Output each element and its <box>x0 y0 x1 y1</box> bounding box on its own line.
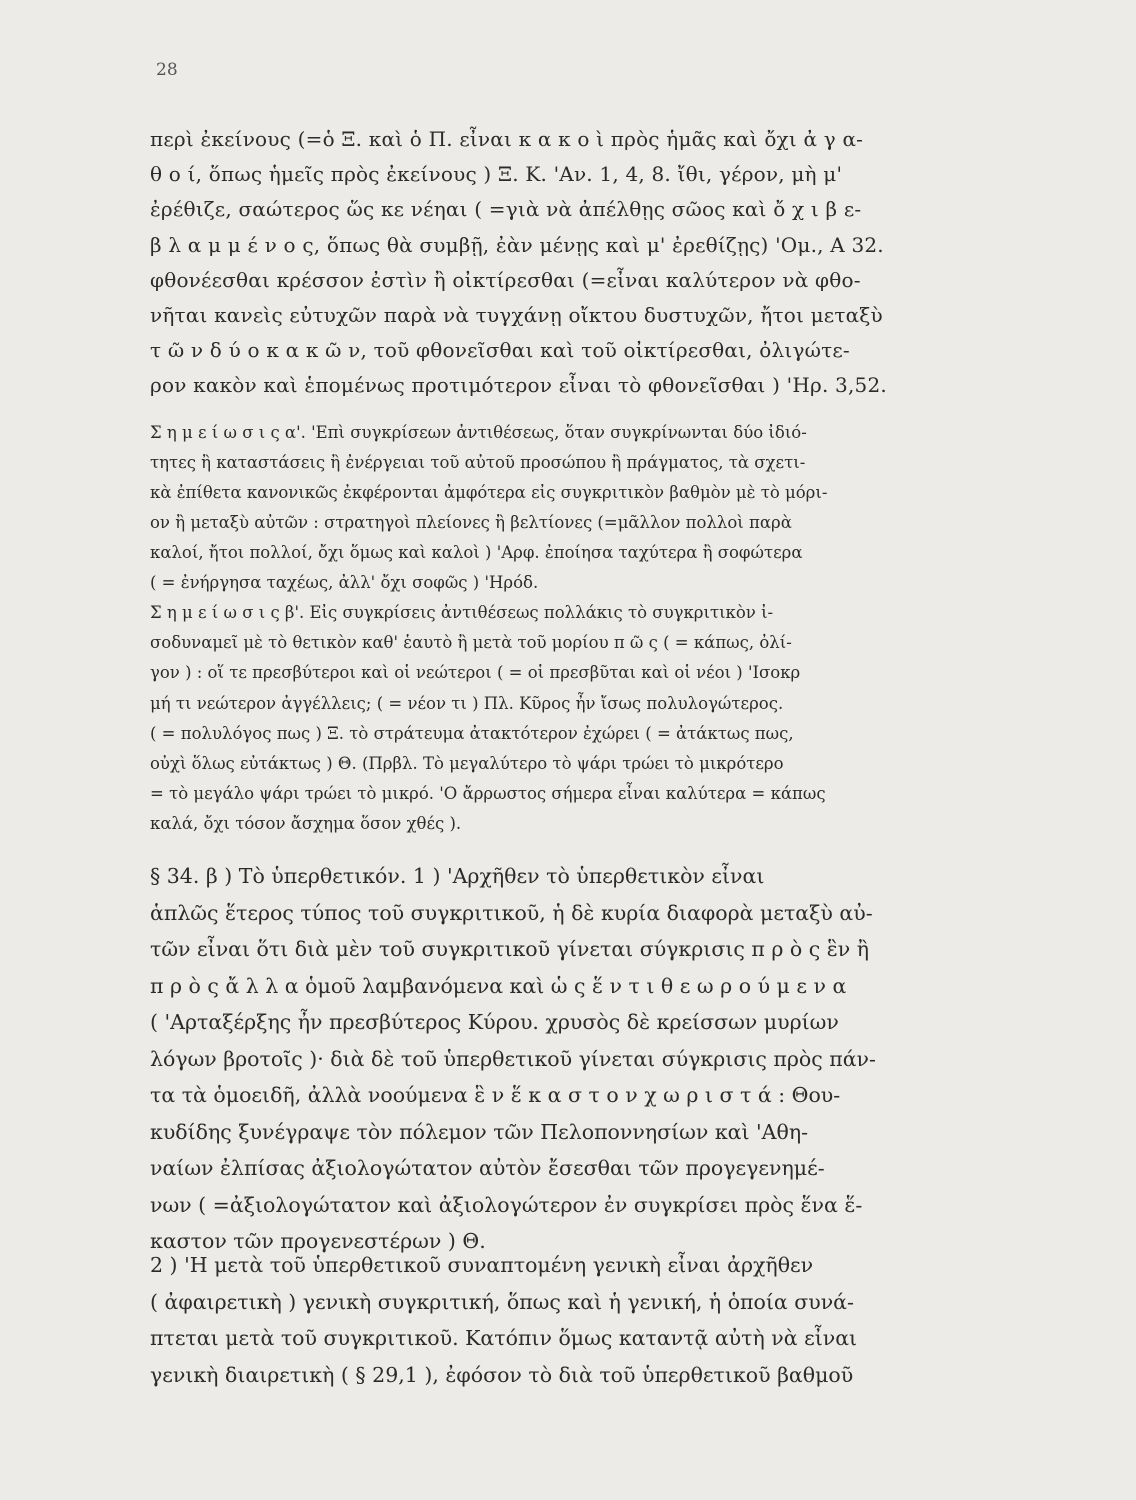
text-line: = τὸ μεγάλο ψάρι τρώει τὸ μικρό. 'Ο ἄρρωστος σήμερα εἶναι καλύτερα = κάπως <box>150 784 826 804</box>
text-line: τῶν εἶναι ὅτι διὰ μὲν τοῦ συγκριτικοῦ γίνεται σύγκρισις π ρ ὸ ς ἓν ἢ <box>150 937 870 961</box>
section-34-paragraph <box>150 858 1000 1260</box>
note-alpha-paragraph <box>150 418 1000 598</box>
text-line: νῆται κανεὶς εὐτυχῶν παρὰ νὰ τυγχάνῃ οἴκτου δυστυχῶν, ἤτοι μεταξὺ <box>150 303 883 328</box>
text-line: ( = ἐνήργησα ταχέως, ἀλλ' ὄχι σοφῶς ) 'Ηρόδ. <box>150 573 539 592</box>
section-34-2-paragraph <box>150 1247 1000 1393</box>
main-paragraph <box>150 122 1000 404</box>
text-line: κὰ ἐπίθετα κανονικῶς ἐκφέρονται ἀμφότερα εἰς συγκριτικὸν βαθμὸν μὲ τὸ μόρι- <box>150 483 828 502</box>
text-line: Σ η μ ε ί ω σ ι ς α'. 'Επὶ συγκρίσεων ἀντιθέσεως, ὅταν συγκρίνωνται δύο ἰδιό- <box>150 423 807 442</box>
text-line: πτεται μετὰ τοῦ συγκριτικοῦ. Κατόπιν ὅμως καταντᾷ αὐτὴ νὰ εἶναι <box>150 1326 858 1350</box>
text-line: τα τὰ ὁμοειδῆ, ἀλλὰ νοούμενα ἓ ν ἕ κ α σ τ ο ν χ ω ρ ι σ τ ά : Θου- <box>150 1083 841 1107</box>
section-heading-line: § 34. β ) Τὸ ὑπερθετικόν. 1 ) 'Αρχῆθεν τὸ ὑπερθετικὸν εἶναι <box>150 864 765 888</box>
text-line: ρον κακὸν καὶ ἑπομένως προτιμότερον εἶναι τὸ φθονεῖσθαι ) 'Ηρ. 3,52. <box>150 373 887 398</box>
text-line: θ ο ί, ὅπως ἡμεῖς πρὸς ἐκείνους ) Ξ. Κ. 'Αν. 1, 4, 8. ἴθι, γέρον, μὴ μ' <box>150 162 843 187</box>
text-line: ( = πολυλόγος πως ) Ξ. τὸ στράτευμα ἀτακτότερον ἐχώρει ( = ἀτάκτως πως, <box>150 723 794 743</box>
text-line: ( ἀφαιρετικὴ ) γενικὴ συγκριτική, ὅπως καὶ ἡ γενική, ἡ ὁποία συνά- <box>150 1289 854 1314</box>
text-line: τ ῶ ν δ ύ ο κ α κ ῶ ν, τοῦ φθονεῖσθαι καὶ τοῦ οἰκτίρεσθαι, ὀλιγώτε- <box>150 338 850 363</box>
text-line: ἐρέθιζε, σαώτερος ὥς κε νέηαι ( =γιὰ νὰ ἀπέλθῃς σῶος καὶ ὄ χ ι β ε- <box>150 197 862 222</box>
text-line: π ρ ὸ ς ἄ λ λ α ὁμοῦ λαμβανόμενα καὶ ὡ ς ἕ ν τ ι θ ε ω ρ ο ύ μ ε ν α <box>150 973 847 998</box>
text-line: σοδυναμεῖ μὲ τὸ θετικὸν καθ' ἑαυτὸ ἢ μετὰ τοῦ μορίου π ῶ ς ( = κάπως, ὀλί- <box>150 633 792 653</box>
page-number: 28 <box>156 60 178 80</box>
text-line: φθονέεσθαι κρέσσον ἐστὶν ἢ οἰκτίρεσθαι (=εἶναι καλύτερον νὰ φθο- <box>150 267 861 292</box>
text-line: γον ) : οἵ τε πρεσβύτεροι καὶ οἱ νεώτεροι ( = οἱ πρεσβῦται καὶ οἱ νέοι ) 'Ισοκρ <box>150 663 801 683</box>
text-line: ἁπλῶς ἕτερος τύπος τοῦ συγκριτικοῦ, ἡ δὲ κυρία διαφορὰ μεταξὺ αὐ- <box>150 900 873 925</box>
text-line: καστον τῶν προγενεστέρων ) Θ. <box>150 1229 486 1253</box>
text-line: Σ η μ ε ί ω σ ι ς β'. Εἰς συγκρίσεις ἀντιθέσεως πολλάκις τὸ συγκριτικὸν ἰ- <box>150 603 774 622</box>
text-line: ον ἢ μεταξὺ αὐτῶν : στρατηγοὶ πλείονες ἢ βελτίονες (=μᾶλλον πολλοὶ παρὰ <box>150 513 792 532</box>
text-line: νων ( =ἀξιολογώτατον καὶ ἀξιολογώτερον ἐν συγκρίσει πρὸς ἕνα ἕ- <box>150 1192 863 1217</box>
text-line: 2 ) 'Η μετὰ τοῦ ὑπερθετικοῦ συναπτομένη γενικὴ εἶναι ἀρχῆθεν <box>150 1253 814 1277</box>
text-line: καλοί, ἤτοι πολλοί, ὄχι ὅμως καὶ καλοὶ ) 'Αρφ. ἐποίησα ταχύτερα ἢ σοφώτερα <box>150 543 803 562</box>
text-line: λόγων βροτοῖς )· διὰ δὲ τοῦ ὑπερθετικοῦ γίνεται σύγκρισις πρὸς πάν- <box>150 1046 876 1071</box>
text-line: τητες ἢ καταστάσεις ἢ ἐνέργειαι τοῦ αὐτοῦ προσώπου ἢ πράγματος, τὰ σχετι- <box>150 453 806 472</box>
text-line: περὶ ἐκείνους (=ὁ Ξ. καὶ ὁ Π. εἶναι κ α κ ο ὶ πρὸς ἡμᾶς καὶ ὄχι ἀ γ α- <box>150 127 864 151</box>
text-line: μή τι νεώτερον ἀγγέλλεις; ( = νέον τι ) Πλ. Κῦρος ἦν ἴσως πολυλογώτερος. <box>150 693 784 713</box>
text-line: καλά, ὄχι τόσον ἄσχημα ὅσον χθές ). <box>150 814 462 834</box>
text-line: ( 'Αρταξέρξης ἦν πρεσβύτερος Κύρου. χρυσὸς δὲ κρείσσων μυρίων <box>150 1010 839 1034</box>
text-line: ναίων ἐλπίσας ἀξιολογώτατον αὐτὸν ἔσεσθαι τῶν προγεγενημέ- <box>150 1156 825 1180</box>
note-beta-paragraph <box>150 598 1000 840</box>
text-line: β λ α μ μ έ ν ο ς, ὅπως θὰ συμβῇ, ἐὰν μένῃς καὶ μ' ἐρεθίζῃς) 'Ομ., Α 32. <box>150 232 884 257</box>
text-line: γενικὴ διαιρετικὴ ( § 29,1 ), ἐφόσον τὸ διὰ τοῦ ὑπερθετικοῦ βαθμοῦ <box>150 1362 854 1387</box>
text-line: κυδίδης ξυνέγραψε τὸν πόλεμον τῶν Πελοποννησίων καὶ 'Αθη- <box>150 1119 809 1144</box>
text-line: οὐχὶ ὅλως εὐτάκτως ) Θ. (Πρβλ. Τὸ μεγαλύτερο τὸ ψάρι τρώει τὸ μικρότερο <box>150 754 784 774</box>
